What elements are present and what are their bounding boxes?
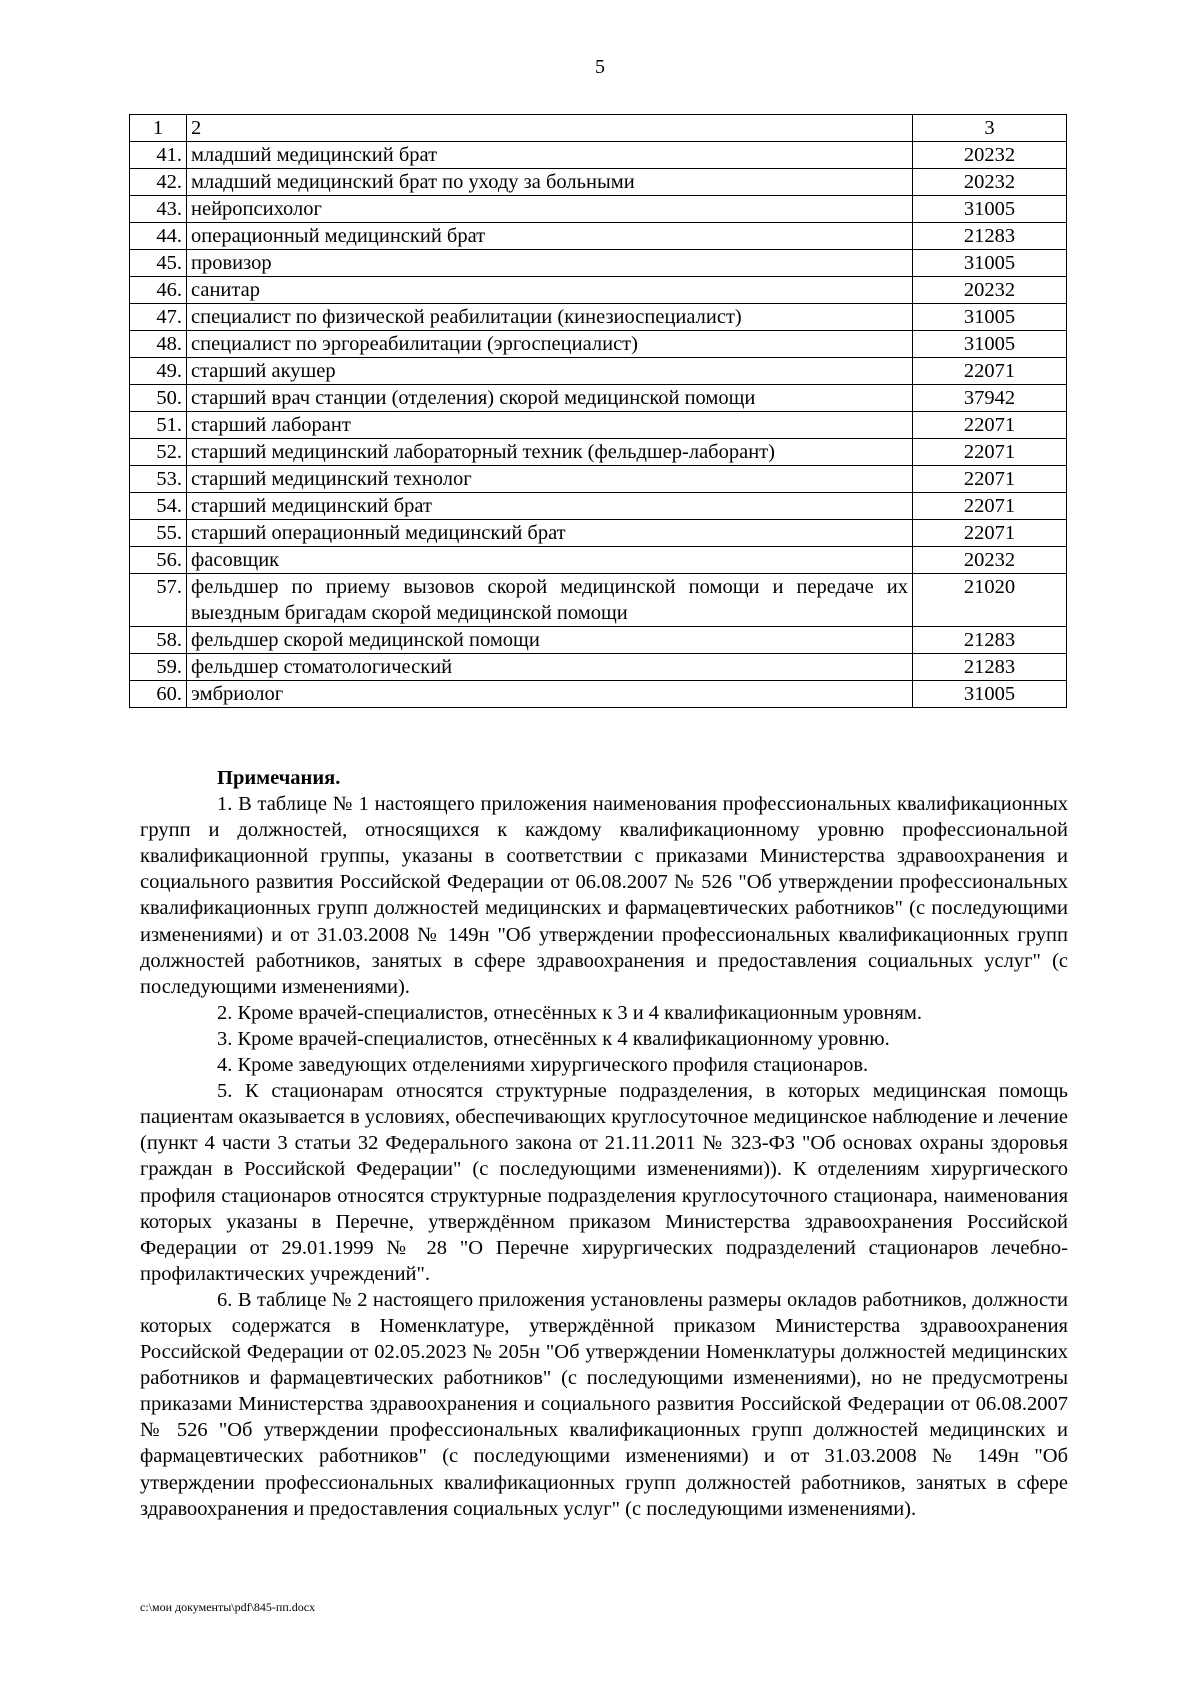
position-code: 21283: [913, 627, 1067, 654]
notes-title: Примечания.: [217, 767, 341, 789]
position-code: 31005: [913, 331, 1067, 358]
position-name: старший операционный медицинский брат: [187, 520, 913, 547]
header-cell-code: 3: [913, 115, 1067, 142]
position-code: 22071: [913, 358, 1067, 385]
row-number: 49.: [130, 358, 187, 385]
note-paragraph: 3. Кроме врачей-специалистов, отнесённых к 4 квалификационному уровню.: [217, 1027, 890, 1050]
row-number: 56.: [130, 547, 187, 574]
table-row: [130, 493, 1067, 520]
position-code: 21283: [913, 223, 1067, 250]
row-number: 48.: [130, 331, 187, 358]
position-code: 22071: [913, 466, 1067, 493]
table-row: [130, 169, 1067, 196]
row-number: 50.: [130, 385, 187, 412]
position-name: старший акушер: [187, 358, 913, 385]
position-code: 20232: [913, 547, 1067, 574]
position-code: 31005: [913, 681, 1067, 708]
table-row: [130, 627, 1067, 654]
position-name: провизор: [187, 250, 913, 277]
row-number: 47.: [130, 304, 187, 331]
row-number: 44.: [130, 223, 187, 250]
position-name: фельдшер скорой медицинской помощи: [187, 627, 913, 654]
position-name: младший медицинский брат по уходу за больными: [187, 169, 913, 196]
row-number: 42.: [130, 169, 187, 196]
row-number: 55.: [130, 520, 187, 547]
position-name: специалист по эргореабилитации (эргоспециалист): [187, 331, 913, 358]
position-name: старший медицинский брат: [187, 493, 913, 520]
header-cell-number: 1: [130, 115, 187, 142]
row-number: 46.: [130, 277, 187, 304]
position-name: старший медицинский технолог: [187, 466, 913, 493]
position-name: старший медицинский лабораторный техник (фельдшер-лаборант): [187, 439, 913, 466]
position-name: фельдшер по приему вызовов скорой медицинской помощи и передаче их выездным бригадам скорой медицинской помощи: [187, 574, 913, 627]
position-name: старший лаборант: [187, 412, 913, 439]
note-paragraph: 5. К стационарам относятся структурные подразделения, в которых медицинская помощь пациентам оказывается в условиях, обеспечивающих круглосуточное медицинское наблюдение и лечение (пункт 4 части 3 статьи 32 Федерального закона от 21.11.2011 № 323-ФЗ "Об основах охраны здоровья граждан в Российской Федерации" (с последующими изменениями)). К отделениям хирургического профиля стационаров относятся структурные подразделения круглосуточного стационара, наименования которых указаны в Перечне, утверждённом приказом Министерства здравоохранения Российской Федерации от 29.01.1999 № 28 "О Перечне хирургических подразделений стационаров лечебно-профилактических учреждений".: [140, 1080, 1068, 1285]
table-row: [130, 412, 1067, 439]
position-name: старший врач станции (отделения) скорой медицинской помощи: [187, 385, 913, 412]
note-paragraph: 2. Кроме врачей-специалистов, отнесённых к 3 и 4 квалификационным уровням.: [217, 1001, 922, 1024]
table-row: [130, 223, 1067, 250]
table-row: [130, 654, 1067, 681]
table-row: [130, 277, 1067, 304]
position-code: 31005: [913, 196, 1067, 223]
position-name: эмбриолог: [187, 681, 913, 708]
notes-section: [140, 765, 1068, 1522]
table-row: [130, 358, 1067, 385]
table-row: [130, 196, 1067, 223]
position-name: санитар: [187, 277, 913, 304]
table-row: [130, 304, 1067, 331]
position-code: 37942: [913, 385, 1067, 412]
row-number: 51.: [130, 412, 187, 439]
row-number: 54.: [130, 493, 187, 520]
position-code: 22071: [913, 493, 1067, 520]
notes-list: [140, 791, 1068, 1522]
position-name: специалист по физической реабилитации (кинезиоспециалист): [187, 304, 913, 331]
position-name: фасовщик: [187, 547, 913, 574]
position-code: 31005: [913, 250, 1067, 277]
position-name: младший медицинский брат: [187, 142, 913, 169]
row-number: 57.: [130, 574, 187, 627]
row-number: 60.: [130, 681, 187, 708]
position-name: операционный медицинский брат: [187, 223, 913, 250]
table-row: [130, 385, 1067, 412]
table-row: [130, 574, 1067, 627]
header-cell-name: 2: [187, 115, 913, 142]
position-code: 21020: [913, 574, 1067, 627]
table-row: [130, 547, 1067, 574]
row-number: 43.: [130, 196, 187, 223]
position-code: 22071: [913, 412, 1067, 439]
positions-table: [129, 114, 1067, 708]
table-header-row: [130, 115, 1067, 142]
position-name: нейропсихолог: [187, 196, 913, 223]
row-number: 41.: [130, 142, 187, 169]
row-number: 58.: [130, 627, 187, 654]
row-number: 52.: [130, 439, 187, 466]
note-paragraph: 6. В таблице № 2 настоящего приложения установлены размеры окладов работников, должности которых содержатся в Номенклатуре, утверждённой приказом Министерства здравоохранения Российской Федерации от 02.05.2023 № 205н "Об утверждении Номенклатуры должностей медицинских работников и фармацевтических работников" (с последующими изменениями), но не предусмотрены приказами Министерства здравоохранения и социального развития Российской Федерации от 06.08.2007 № 526 "Об утверждении профессиональных квалификационных групп должностей медицинских и фармацевтических работников" (с последующими изменениями) и от 31.03.2008 № 149н "Об утверждении профессиональных квалификационных групп должностей работников, занятых в сфере здравоохранения и предоставления социальных услуг" (с последующими изменениями).: [140, 1288, 1068, 1520]
table-row: [130, 142, 1067, 169]
page-number: 5: [595, 56, 605, 78]
row-number: 53.: [130, 466, 187, 493]
position-code: 20232: [913, 169, 1067, 196]
position-code: 20232: [913, 277, 1067, 304]
position-code: 22071: [913, 520, 1067, 547]
table-row: [130, 331, 1067, 358]
note-paragraph: 1. В таблице № 1 настоящего приложения наименования профессиональных квалификационных групп и должностей, относящихся к каждому квалификационному уровню профессиональной квалификационной группы, указаны в соответствии с приказами Министерства здравоохранения и социального развития Российской Федерации от 06.08.2007 № 526 "Об утверждении профессиональных квалификационных групп должностей медицинских и фармацевтических работников" (с последующими изменениями) и от 31.03.2008 № 149н "Об утверждении профессиональных квалификационных групп должностей работников, занятых в сфере здравоохранения и предоставления социальных услуг" (с последующими изменениями).: [140, 793, 1068, 998]
position-code: 31005: [913, 304, 1067, 331]
row-number: 45.: [130, 250, 187, 277]
row-number: 59.: [130, 654, 187, 681]
position-code: 22071: [913, 439, 1067, 466]
table-row: [130, 466, 1067, 493]
table-row: [130, 520, 1067, 547]
position-name: фельдшер стоматологический: [187, 654, 913, 681]
table-row: [130, 439, 1067, 466]
note-paragraph: 4. Кроме заведующих отделениями хирургического профиля стационаров.: [217, 1054, 869, 1077]
position-code: 21283: [913, 654, 1067, 681]
table-row: [130, 250, 1067, 277]
file-path-footer: c:\мои документы\pdf\845-пп.docx: [140, 1600, 316, 1614]
position-code: 20232: [913, 142, 1067, 169]
table-row: [130, 681, 1067, 708]
